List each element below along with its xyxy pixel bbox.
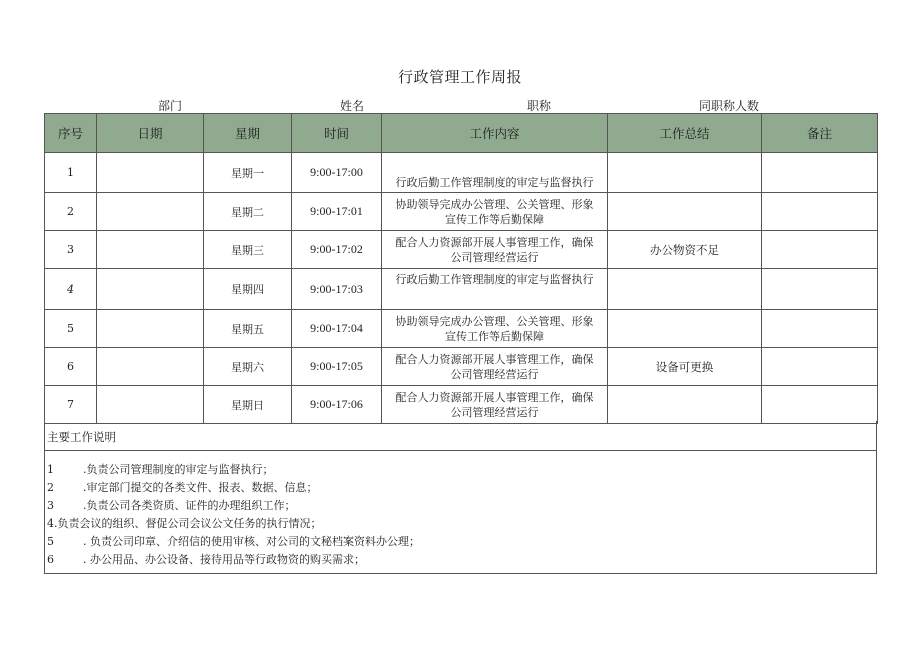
row-summary[interactable]	[608, 193, 762, 231]
row-work	[382, 386, 608, 424]
row-remark[interactable]	[762, 269, 878, 310]
row-no: 4	[45, 269, 97, 310]
header-no: 序号	[45, 114, 97, 153]
row-date[interactable]	[97, 386, 204, 424]
row-weekday: 星期二	[204, 193, 292, 231]
row-date[interactable]	[97, 269, 204, 310]
note-item	[47, 515, 322, 531]
row-weekday: 星期日	[204, 386, 292, 424]
note-number: 2	[47, 481, 54, 494]
work-line: 公司管理经营运行	[450, 250, 539, 264]
row-time: 9:00-17:02	[292, 231, 382, 269]
work-line: 公司管理经营运行	[450, 367, 539, 381]
work-line: 配合人力资源部开展人事管理工作，确保	[395, 390, 594, 404]
header-summary: 工作总结	[608, 114, 762, 153]
row-weekday: 星期五	[204, 310, 292, 348]
note-text: .负责公司管理制度的审定与监督执行；	[83, 463, 274, 476]
row-time: 9:00-17:05	[292, 348, 382, 386]
row-time: 9:00-17:04	[292, 310, 382, 348]
row-work	[382, 193, 608, 231]
table-row	[45, 310, 878, 348]
row-remark[interactable]	[762, 348, 878, 386]
dept-label: 部门	[158, 99, 183, 113]
table-row	[45, 193, 878, 231]
row-work	[382, 153, 608, 193]
peer-count-label: 同职称人数	[699, 99, 760, 113]
work-line: 配合人力资源部开展人事管理工作，确保	[395, 235, 594, 249]
note-item	[47, 551, 365, 567]
note-text: . 办公用品、办公设备、接待用品等行政物资的购买需求；	[83, 553, 365, 566]
row-no: 1	[45, 153, 97, 193]
note-item	[47, 479, 318, 495]
row-remark[interactable]	[762, 310, 878, 348]
work-line: 宣传工作等后勤保障	[445, 212, 544, 226]
row-date[interactable]	[97, 193, 204, 231]
note-text: .负责公司各类资质、证件的办理组织工作；	[83, 499, 296, 512]
row-date[interactable]	[97, 310, 204, 348]
notes-title: 主要工作说明	[47, 430, 116, 444]
row-remark[interactable]	[762, 193, 878, 231]
row-work	[382, 231, 608, 269]
row-remark[interactable]	[762, 231, 878, 269]
row-weekday: 星期六	[204, 348, 292, 386]
row-time: 9:00-17:01	[292, 193, 382, 231]
work-line: 公司管理经营运行	[450, 405, 539, 419]
row-summary[interactable]: 办公物资不足	[608, 231, 762, 269]
row-work	[382, 348, 608, 386]
weekly-report-table	[44, 113, 878, 424]
row-date[interactable]	[97, 231, 204, 269]
note-item	[47, 533, 420, 549]
note-text: 负责会议的组织、督促公司会议公文任务的执行情况；	[57, 517, 322, 530]
table-row	[45, 348, 878, 386]
row-summary[interactable]	[608, 153, 762, 193]
row-work	[382, 310, 608, 348]
work-line: 配合人力资源部开展人事管理工作，确保	[395, 352, 594, 366]
note-number: 3	[47, 499, 54, 512]
row-work	[382, 269, 608, 310]
document-title: 行政管理工作周报	[397, 68, 522, 86]
note-number: 5	[47, 535, 54, 548]
header-time: 时间	[292, 114, 382, 153]
header-weekday: 星期	[204, 114, 292, 153]
note-number: 1	[47, 463, 54, 476]
row-remark[interactable]	[762, 386, 878, 424]
table-row	[45, 386, 878, 424]
row-time: 9:00-17:03	[292, 269, 382, 310]
row-weekday: 星期一	[204, 153, 292, 193]
work-line: 宣传工作等后勤保障	[445, 329, 544, 343]
header-remark: 备注	[762, 114, 878, 153]
row-time: 9:00-17:00	[292, 153, 382, 193]
row-summary[interactable]: 设备可更换	[608, 348, 762, 386]
row-no: 3	[45, 231, 97, 269]
note-number: 4.	[47, 517, 58, 530]
table-row	[45, 269, 878, 310]
row-remark[interactable]	[762, 153, 878, 193]
header-date: 日期	[97, 114, 204, 153]
row-time: 9:00-17:06	[292, 386, 382, 424]
table-row	[45, 153, 878, 193]
work-line: 行政后勤工作管理制度的审定与监督执行	[395, 176, 594, 189]
header-work: 工作内容	[382, 114, 608, 153]
notes-divider	[45, 450, 876, 451]
table-header-row	[45, 114, 878, 153]
note-item	[47, 497, 296, 513]
table-row	[45, 231, 878, 269]
work-line: 协助领导完成办公管理、公关管理、形象	[395, 314, 594, 328]
position-label: 职称	[527, 99, 552, 113]
row-no: 6	[45, 348, 97, 386]
row-date[interactable]	[97, 153, 204, 193]
note-text: . 负责公司印章、介绍信的使用审核、对公司的文秘档案资料办公理；	[83, 535, 420, 548]
work-notes-section	[44, 421, 877, 574]
row-summary[interactable]	[608, 386, 762, 424]
row-date[interactable]	[97, 348, 204, 386]
work-line: 协助领导完成办公管理、公关管理、形象	[395, 197, 594, 211]
row-weekday: 星期四	[204, 269, 292, 310]
row-summary[interactable]	[608, 310, 762, 348]
row-weekday: 星期三	[204, 231, 292, 269]
row-summary[interactable]	[608, 269, 762, 310]
row-no: 5	[45, 310, 97, 348]
row-no: 2	[45, 193, 97, 231]
work-line: 行政后勤工作管理制度的审定与监督执行	[395, 273, 594, 286]
row-no: 7	[45, 386, 97, 424]
note-item	[47, 461, 274, 477]
note-text: .审定部门提交的各类文件、报表、数据、信息；	[83, 481, 318, 494]
note-number: 6	[47, 553, 54, 566]
name-label: 姓名	[340, 99, 365, 113]
